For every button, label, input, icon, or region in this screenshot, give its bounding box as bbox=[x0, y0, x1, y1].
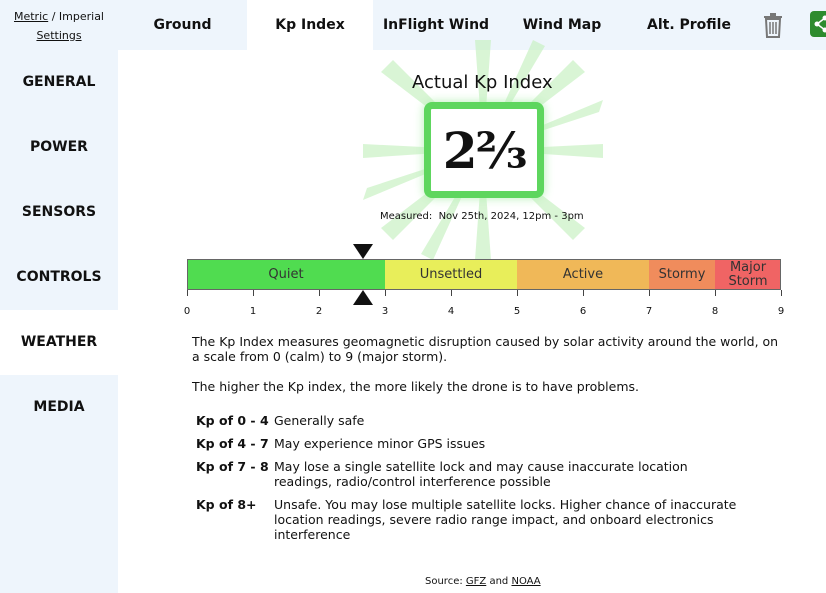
level-label-0-4: Kp of 0 - 4 bbox=[196, 413, 269, 428]
kp-value-box bbox=[424, 102, 544, 198]
sidebar-item-sensors[interactable]: SENSORS bbox=[21, 204, 97, 220]
kp-scale-segment-major-storm: Major Storm bbox=[715, 259, 781, 290]
sidebar-item-general[interactable]: GENERAL bbox=[22, 74, 96, 90]
kp-scale-tick bbox=[187, 290, 188, 296]
kp-scale-segment-quiet: Quiet bbox=[187, 259, 385, 290]
kp-scale-tick-label: 8 bbox=[711, 306, 719, 317]
kp-scale-tick-label: 9 bbox=[777, 306, 785, 317]
kp-scale-tick-label: 1 bbox=[249, 306, 257, 317]
kp-scale-tick bbox=[715, 290, 716, 296]
trash-icon[interactable] bbox=[762, 12, 784, 38]
share-icon[interactable] bbox=[810, 11, 826, 37]
kp-scale-tick bbox=[319, 290, 320, 296]
kp-scale-segment-unsettled: Unsettled bbox=[385, 259, 517, 290]
tab-inflight-wind[interactable]: InFlight Wind bbox=[382, 17, 490, 33]
kp-scale-tick-label: 5 bbox=[513, 306, 521, 317]
units-separator: / bbox=[51, 10, 56, 23]
kp-scale-tick bbox=[583, 290, 584, 296]
kp-scale-tick-label: 7 bbox=[645, 306, 653, 317]
level-label-7-8: Kp of 7 - 8 bbox=[196, 459, 269, 474]
kp-marker-bottom-icon bbox=[353, 290, 373, 305]
level-label-8-plus: Kp of 8+ bbox=[196, 497, 257, 512]
level-text-4-7: May experience minor GPS issues bbox=[274, 436, 486, 451]
kp-scale-tick bbox=[253, 290, 254, 296]
measured-value: Nov 25th, 2024, 12pm - 3pm bbox=[438, 211, 584, 222]
kp-scale-tick-label: 2 bbox=[315, 306, 323, 317]
tab-ground-weather[interactable]: Ground bbox=[153, 17, 212, 33]
sidebar bbox=[0, 50, 118, 593]
description-paragraph-1: The Kp Index measures geomagnetic disruption caused by solar activity around the world, on a scale from 0 (calm) to 9 (major storm). bbox=[192, 334, 779, 364]
level-text-0-4: Generally safe bbox=[274, 413, 365, 428]
kp-scale-tick-label: 3 bbox=[381, 306, 389, 317]
kp-scale-tick bbox=[781, 290, 782, 296]
units-toggle bbox=[0, 0, 118, 50]
tab-wind-map[interactable]: Wind Map bbox=[522, 17, 602, 33]
sidebar-item-power[interactable]: POWER bbox=[30, 139, 88, 155]
metric-link[interactable]: Metric bbox=[13, 10, 49, 23]
kp-scale-segment-active: Active bbox=[517, 259, 649, 290]
measured-label: Measured: bbox=[380, 211, 433, 222]
kp-scale-tick bbox=[517, 290, 518, 296]
kp-scale bbox=[187, 259, 781, 290]
level-label-4-7: Kp of 4 - 7 bbox=[196, 436, 269, 451]
source-line bbox=[425, 576, 541, 587]
noaa-link[interactable]: NOAA bbox=[511, 576, 541, 587]
source-prefix: Source: bbox=[425, 576, 463, 587]
settings-link[interactable]: Settings bbox=[36, 29, 82, 42]
sidebar-item-weather[interactable]: WEATHER bbox=[0, 310, 118, 375]
imperial-link[interactable]: Imperial bbox=[58, 10, 104, 23]
tab-kp-index[interactable]: Kp Index bbox=[247, 0, 373, 50]
level-text-7-8: May lose a single satellite lock and may cause inaccurate location readings, radio/control interference possible bbox=[274, 459, 688, 489]
kp-title: Actual Kp Index bbox=[412, 72, 553, 93]
kp-scale-tick-label: 6 bbox=[579, 306, 587, 317]
level-text-8-plus: Unsafe. You may lose multiple satellite locks. Higher chance of inaccurate location readings, severe radio range impact, and onboard electronics interference bbox=[274, 497, 737, 542]
kp-scale-tick-label: 0 bbox=[183, 306, 191, 317]
kp-marker-top-icon bbox=[353, 244, 373, 259]
gfz-link[interactable]: GFZ bbox=[465, 576, 487, 587]
kp-scale-tick-label: 4 bbox=[447, 306, 455, 317]
kp-value: 2⅔ bbox=[442, 121, 526, 180]
description-paragraph-2: The higher the Kp index, the more likely the drone is to have problems. bbox=[192, 379, 639, 394]
sidebar-item-media[interactable]: MEDIA bbox=[33, 399, 85, 415]
source-and: and bbox=[489, 576, 509, 587]
kp-scale-tick bbox=[649, 290, 650, 296]
sidebar-item-controls[interactable]: CONTROLS bbox=[16, 269, 102, 285]
kp-scale-segment-stormy: Stormy bbox=[649, 259, 715, 290]
kp-scale-tick bbox=[451, 290, 452, 296]
tab-alt-profile[interactable]: Alt. Profile bbox=[647, 17, 731, 33]
measured-time bbox=[380, 211, 584, 222]
kp-scale-tick bbox=[385, 290, 386, 296]
